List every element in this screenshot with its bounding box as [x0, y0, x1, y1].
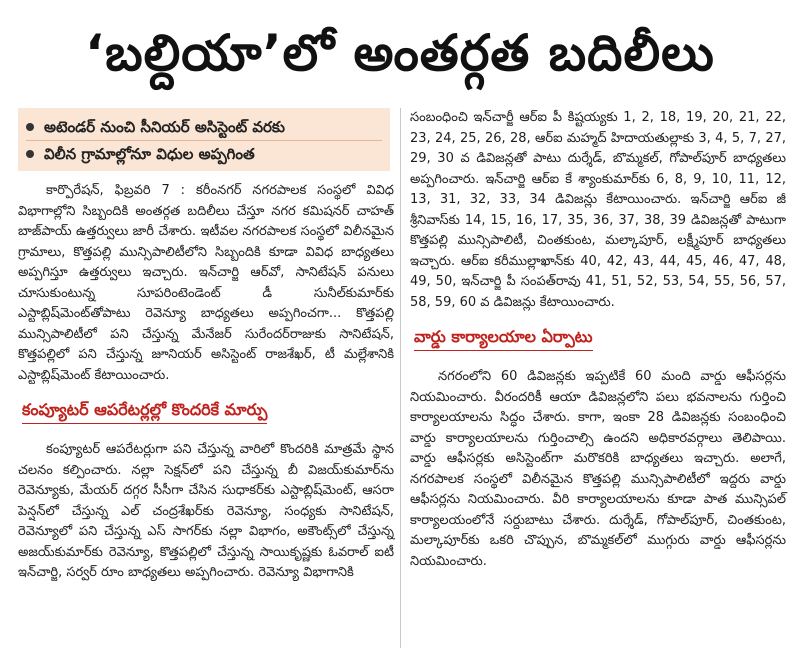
- headline: ‘బల్దియా’లో అంతర్గత బదిలీలు: [85, 24, 715, 82]
- article-paragraph: సంబంధించి ఇన్‌చార్జీ ఆర్‌ఐ పీ కిష్టయ్యకు 1, 2, 18, 19, 20, 21, 22, 23, 24, 25, 26, 28, ఆర్‌ఐ మహ్మద్ హిదాయతుల్లాకు 3, 4, 5, 7, 27, 29, 30 వ డివిజన్లతో పాటు దుర్శేడ్, బొమ్మకల్, గోపాల్‌పూర్ బాధ్యతలు అప్పగించారు. ఇన్‌చార్జి ఆర్‌ఐ కే శ్యాంకుమార్‌కు 6, 8, 9, 10, 11, 12, 13, 31, 32, 33, 34 డివిజన్లు కేటాయించారు. ఇన్‌చార్జి ఆర్‌ఐ జీ శ్రీనివాస్‌కు 14, 15, 16, 17, 35, 36, 37, 38, 39 డివిజన్లతో పాటుగా కొత్తపల్లి మున్సిపాలిటీ, చింతకుంట, మల్కాపూర్, లక్ష్మీపూర్ బాధ్యతలు ఇచ్చారు. ఆర్‌ఐ కరీముల్లాఖాన్‌కు 40, 42, 43, 44, 45, 46, 47, 48, 49, 50, ఇన్‌చార్జి పీ సంపత్‌రావు 41, 51, 52, 53, 54, 55, 56, 57, 58, 59, 60 వ డివిజన్లు కేటాయించారు.: [410, 110, 786, 310]
- subhead-container: [18, 394, 394, 434]
- bullet-icon: [26, 123, 34, 131]
- article-paragraph: కంప్యూటర్ ఆపరేటర్లుగా పని చేస్తున్న వారిలో కొందరికి మాత్రమే స్థాన చలనం కల్పించారు. నల్లా సెక్షన్‌లో పని చేస్తున్న బీ విజయ్‌కుమార్‌ను రెవెన్యూకు, మేయర్ దగ్గర సీసీగా చేసిన సుధాకర్‌కు ఎస్టాబ్లిష్‌మెంట్, ఆసరా పెన్షన్‌లో చేస్తున్న ఎల్ చంద్రశేఖర్‌కు రెవెన్యూ, సంధ్యకు సానిటేషన్, రెవెన్యూలో పని చేస్తున్న ఎస్ సాగర్‌కు నల్లా విభాగం, అకౌంట్స్‌లో చేస్తున్న అజయ్‌కుమార్‌కు రెవెన్యూ, కొత్తపల్లిలో చేస్తున్న సాయికృష్ణకు ఓవరాల్ ఐటీ ఇన్‌చార్జి, సర్వర్ రూం బాధ్యతలు అప్పగించారు. రెవెన్యూ విభాగానికి: [18, 442, 394, 580]
- article-paragraph: నగరంలోని 60 డివిజన్లకు ఇప్పటికే 60 మంది వార్డు ఆఫీసర్లను నియమించారు. వీరందరికీ ఆయా డివిజన్లలోని పలు భవనాలను గుర్తించి కార్యాలయాలను సిద్ధం చేశారు. కాగా, ఇంకా 28 డివిజన్లకు సంబంధించి వార్డు కార్యాలయాలను గుర్తించాల్సి ఉందని అధికారవర్గాలు తెలిపాయి. వార్డు ఆఫీసర్లకు అసిస్టెంట్‌గా మరొకరికి బాధ్యతలు ఇచ్చారు. అలాగే, నగరపాలక సంస్థలో విలీనమైన కొత్తపల్లి మున్సిపాలిటీలో ఇద్దరు వార్డు ఆఫీసర్లను నియమించారు. వీరి కార్యాలయాలను కూడా పాత మున్సిపల్ కార్యాలయంలోనే సర్దుబాటు చేశారు. దుర్శేడ్, గోపాల్‌పూర్, చింతకుంట, మల్కాపూర్‌కు ఒకరి చొప్పున, బొమ్మకల్‌లో ముగ్గురు వార్డు ఆఫీసర్లను నియమించారు.: [410, 369, 786, 569]
- deck-item-text: విలీన గ్రామాల్లోనూ విధుల అప్పగింత: [44, 145, 255, 163]
- column-divider: [400, 108, 401, 648]
- left-column: [18, 108, 394, 592]
- subhead-container: [410, 321, 786, 361]
- deck-item-text: అటెండర్ నుంచి సీనియర్ అసిస్టెంట్ వరకు: [44, 118, 285, 136]
- deck-item: [26, 141, 382, 167]
- deck-box: [18, 108, 390, 171]
- right-column: [410, 108, 786, 580]
- subheading: కంప్యూటర్ ఆపరేటర్లల్లో కొందరికే మార్పు: [22, 398, 267, 424]
- article-paragraph: కార్పొరేషన్, ఫిబ్రవరి 7 : కరీంనగర్ నగరపాలక సంస్థలో వివిధ విభాగాల్లోని సిబ్బందికి అంతర్గత బదిలీలు చేస్తూ నగర కమిషనర్ చాహత్ బాజ్‌పాయ్ ఉత్తర్వులు జారీ చేశారు. ఇటీవల నగరపాలక సంస్థలో విలీనమైన గ్రామాలు, కొత్తపల్లి మున్సిపాలిటీలోని సిబ్బందికి కూడా వివిధ బాధ్యతలు అప్పగిస్తూ ఉత్తర్వులు ఇచ్చారు. ఇన్‌చార్జి ఆర్‌వో, సానిటేషన్ పనులు చూసుకుంటున్న సూపరింటెండెంట్ డీ సునీల్‌కుమార్‌కు ఎస్టాబ్లిష్‌మెంట్‌తోపాటు రెవెన్యూ బాధ్యతలు అప్పగించగా... కొత్తపల్లి మున్సిపాలిటీలో పని చేస్తున్న మేనేజర్ సురేందర్‌రాజుకు సానిటేషన్, కొత్తపల్లిలో పని చేస్తున్న జూనియర్ అసిస్టెంట్ రాజశేఖర్, టీ మల్లేశానికి ఎస్టాబ్లిష్‌మెంట్ కేటాయించారు.: [18, 183, 394, 383]
- bullet-icon: [26, 150, 34, 158]
- deck-item: [26, 114, 382, 141]
- subheading: వార్డు కార్యాలయాల ఏర్పాటు: [414, 325, 593, 351]
